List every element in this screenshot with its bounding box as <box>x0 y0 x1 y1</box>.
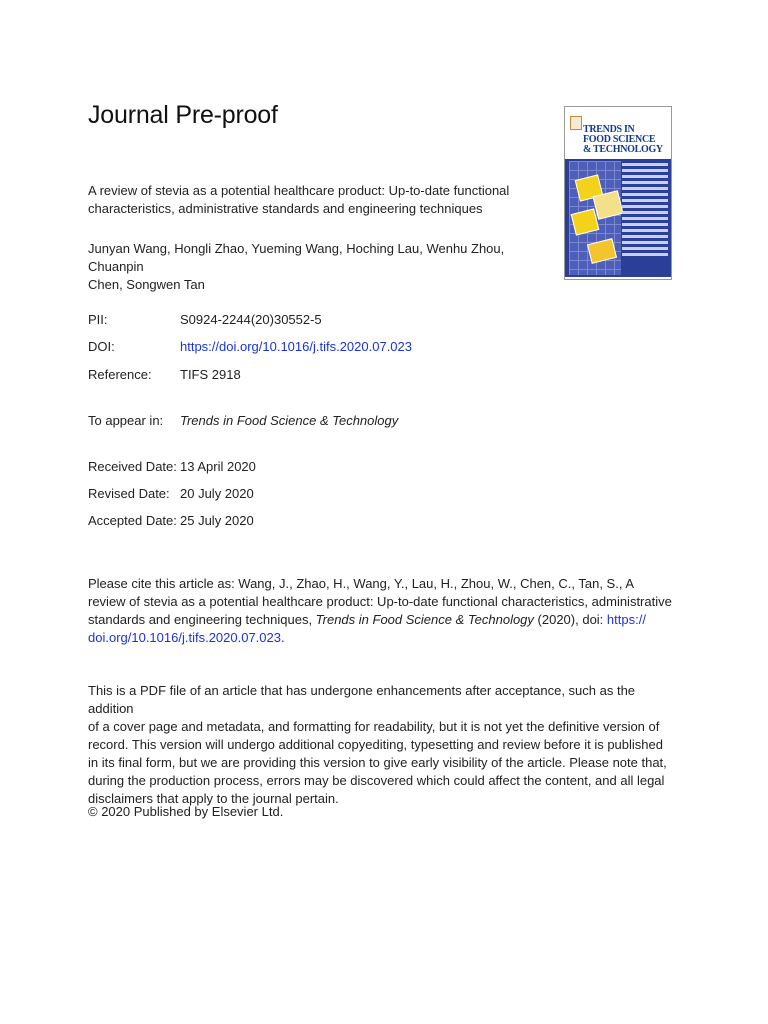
citation-text: . <box>280 630 285 645</box>
authors-line: Chen, Songwen Tan <box>88 277 205 292</box>
article-title-line: characteristics, administrative standards and engineering techniques <box>88 201 483 216</box>
disclaimer-line: This is a PDF file of an article that has undergone enhancements after acceptance, such as the addition <box>88 683 636 716</box>
citation-paragraph <box>88 575 673 647</box>
meta-row-reference <box>88 366 241 384</box>
accepted-label: Accepted Date: <box>88 513 177 528</box>
cover-title <box>583 125 671 155</box>
article-authors <box>88 240 558 294</box>
journal-name: Trends in Food Science & Technology <box>180 413 399 428</box>
cover-title-line: & TECHNOLOGY <box>583 144 663 155</box>
authors-line: Junyan Wang, Hongli Zhao, Yueming Wang, Hoching Lau, Wenhu Zhou, Chuanpin <box>88 241 505 274</box>
disclaimer-line: in its final form, but we are providing this version to give early visibility of the article. Please note that, <box>88 755 667 770</box>
pii-value: S0924-2244(20)30552-5 <box>180 312 322 327</box>
appear-in-label: To appear in: <box>88 413 164 428</box>
reference-value: TIFS 2918 <box>180 367 241 382</box>
citation-doi-link[interactable]: https:// <box>606 612 646 627</box>
citation-doi-link[interactable]: doi.org/10.1016/j.tifs.2020.07.023 <box>88 630 281 645</box>
disclaimer-line: record. This version will undergo additional copyediting, typesetting and review before it is published <box>88 737 663 752</box>
doi-link[interactable]: https://doi.org/10.1016/j.tifs.2020.07.023 <box>180 339 413 354</box>
citation-text: (2020), doi: <box>533 612 607 627</box>
article-title-line: A review of stevia as a potential healthcare product: Up-to-date functional <box>88 183 510 198</box>
cover-title-line: TRENDS IN <box>583 124 635 135</box>
date-row-revised <box>88 485 254 503</box>
citation-line: review of stevia as a potential healthcare product: Up-to-date functional characteristics, administrative <box>88 594 672 609</box>
accepted-value: 25 July 2020 <box>180 513 254 528</box>
disclaimer-line: during the production process, errors may be discovered which could affect the content, and all legal <box>88 773 665 788</box>
citation-text: standards and engineering techniques, <box>88 612 316 627</box>
copyright-notice: © 2020 Published by Elsevier Ltd. <box>88 804 284 819</box>
citation-line <box>88 611 673 629</box>
disclaimer-line: disclaimers that apply to the journal pertain. <box>88 791 339 806</box>
revised-label: Revised Date: <box>88 486 170 501</box>
pii-label: PII: <box>88 312 108 327</box>
date-row-accepted <box>88 512 254 530</box>
received-label: Received Date: <box>88 459 177 474</box>
disclaimer-line: of a cover page and metadata, and formatting for readability, but it is not yet the definitive version of <box>88 719 660 734</box>
elsevier-tree-icon <box>570 116 582 130</box>
meta-row-doi <box>88 338 412 356</box>
citation-line <box>88 629 673 647</box>
reference-label: Reference: <box>88 367 152 382</box>
citation-journal: Trends in Food Science & Technology <box>315 612 534 627</box>
journal-cover-thumbnail <box>564 106 672 280</box>
date-row-received <box>88 458 256 476</box>
revised-value: 20 July 2020 <box>180 486 254 501</box>
article-title <box>88 182 528 218</box>
citation-line: Please cite this article as: Wang, J., Zhao, H., Wang, Y., Lau, H., Zhou, W., Chen, C., Tan, S., A <box>88 576 635 591</box>
meta-row-appear-in <box>88 412 398 430</box>
meta-row-pii <box>88 311 322 329</box>
received-value: 13 April 2020 <box>180 459 256 474</box>
cover-contents-text <box>622 163 668 259</box>
disclaimer-paragraph <box>88 682 678 808</box>
doi-label: DOI: <box>88 339 115 354</box>
page-header-title: Journal Pre-proof <box>88 101 278 129</box>
cover-title-line: FOOD SCIENCE <box>583 134 656 145</box>
